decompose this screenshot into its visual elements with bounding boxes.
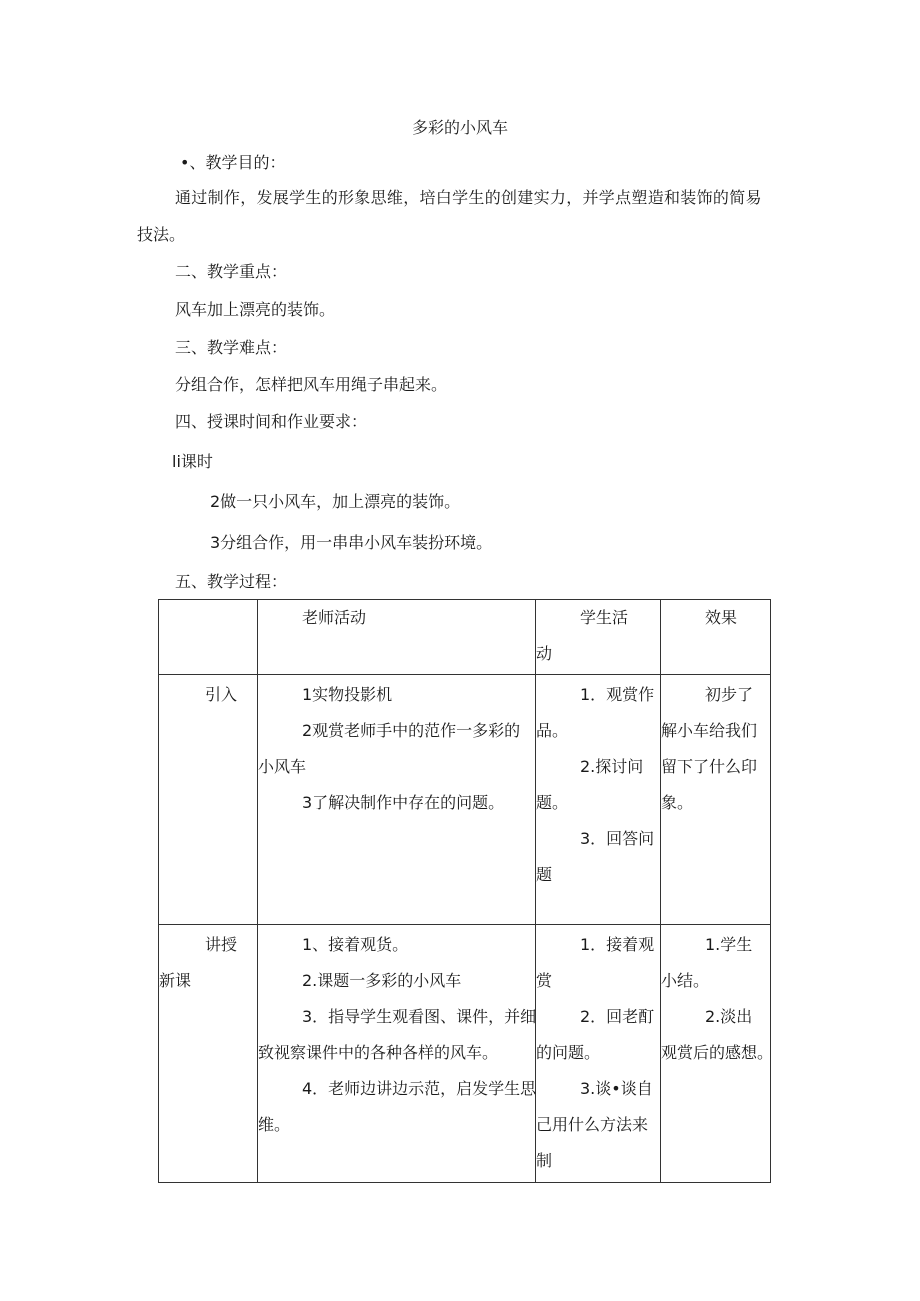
row2-student-line: 3.谈•谈自 [580, 1079, 653, 1098]
section4-item3: 3分组合作，用一串串小风车装扮环境。 [210, 533, 493, 552]
header-effect: 效果 [705, 608, 738, 627]
row1-teacher-cell [258, 675, 536, 925]
row2-student-line: 1．接着观 [580, 935, 655, 954]
row1-teacher-line: 小风车 [258, 757, 307, 776]
row2-student-line: 制 [536, 1151, 553, 1170]
section3-body: 分组合作，怎样把风车用绳子串起来。 [175, 375, 448, 394]
row2-student-line: 2．回老酊 [580, 1007, 655, 1026]
row2-teacher-line: 致视察课件中的各种各样的风车。 [258, 1043, 499, 1062]
table-row [159, 925, 771, 1183]
row1-effect-line: 解小车给我们 [661, 721, 758, 740]
section4-item1: li课时 [172, 452, 213, 471]
row1-effect-line: 象。 [661, 793, 694, 812]
row1-student-line: 题 [536, 865, 553, 884]
section1-heading: •、教学目的： [180, 153, 286, 172]
row1-stage: 引入 [205, 685, 238, 704]
row2-student-line: 赏 [536, 971, 553, 990]
row2-teacher-cell [258, 925, 536, 1183]
row1-student-line: 2.探讨问 [580, 757, 644, 776]
row2-teacher-line: 2.课题一多彩的小风车 [302, 971, 462, 990]
header-student-cell [536, 600, 661, 675]
header-effect-cell [661, 600, 771, 675]
teaching-process-table [158, 599, 774, 1183]
row1-teacher-line: 1实物投影机 [302, 685, 393, 704]
section1-body-line1: 通过制作，发展学生的形象思维，培白学生的创建实力，并学点塑造和装饰的简易 [175, 188, 762, 207]
row2-stage-cell [159, 925, 258, 1183]
row2-stage-line1: 讲授 [205, 935, 238, 954]
section3-heading: 三、教学难点： [175, 338, 288, 357]
row2-teacher-line: 1、接着观货。 [302, 935, 409, 954]
section4-heading: 四、授课时间和作业要求： [175, 412, 368, 431]
row1-effect-cell [661, 675, 771, 925]
header-stage-cell [159, 600, 258, 675]
row1-student-line: 题。 [536, 793, 569, 812]
row2-effect-line: 小结。 [661, 971, 710, 990]
row2-effect-line: 2.淡出 [705, 1007, 753, 1026]
header-teacher: 老师活动 [302, 608, 367, 627]
table-row [159, 675, 771, 925]
row1-effect-line: 留下了什么印 [661, 757, 758, 776]
row2-student-line: 己用什么方法来 [536, 1115, 649, 1134]
row2-teacher-line: 3．指导学生观看图、课件，并细 [302, 1007, 537, 1026]
row2-teacher-line: 4．老师边讲边示范，启发学生思 [302, 1079, 537, 1098]
header-student-line1: 学生活 [580, 608, 629, 627]
header-student-line2: 动 [536, 644, 553, 663]
row1-student-line: 1．观赏作 [580, 685, 655, 704]
header-teacher-cell [258, 600, 536, 675]
row2-stage-line2: 新课 [159, 971, 192, 990]
row2-effect-line: 1.学生 [705, 935, 753, 954]
row1-student-cell [536, 675, 661, 925]
row1-student-line: 品。 [536, 721, 569, 740]
row1-effect-line: 初步了 [705, 685, 754, 704]
row1-stage-cell [159, 675, 258, 925]
row1-teacher-line: 3了解决制作中存在的问题。 [302, 793, 505, 812]
doc-title: 多彩的小风车 [411, 118, 508, 137]
section1-body-line2: 技法。 [137, 225, 186, 244]
row1-student-line: 3．回答问 [580, 829, 655, 848]
row1-teacher-line: 2观赏老师手中的范作一多彩的 [302, 721, 521, 740]
section2-body: 风车加上漂亮的装饰。 [175, 300, 336, 319]
section2-heading: 二、教学重点： [175, 262, 288, 281]
section5-heading: 五、教学过程： [175, 572, 288, 591]
table-header-row [159, 600, 771, 675]
row2-student-cell [536, 925, 661, 1183]
row2-teacher-line: 维。 [258, 1115, 291, 1134]
row2-student-line: 的问题。 [536, 1043, 601, 1062]
row2-effect-cell [661, 925, 774, 1183]
section4-item2: 2做一只小风车，加上漂亮的装饰。 [210, 492, 461, 511]
row2-effect-line: 观赏后的感想。 [661, 1043, 774, 1062]
